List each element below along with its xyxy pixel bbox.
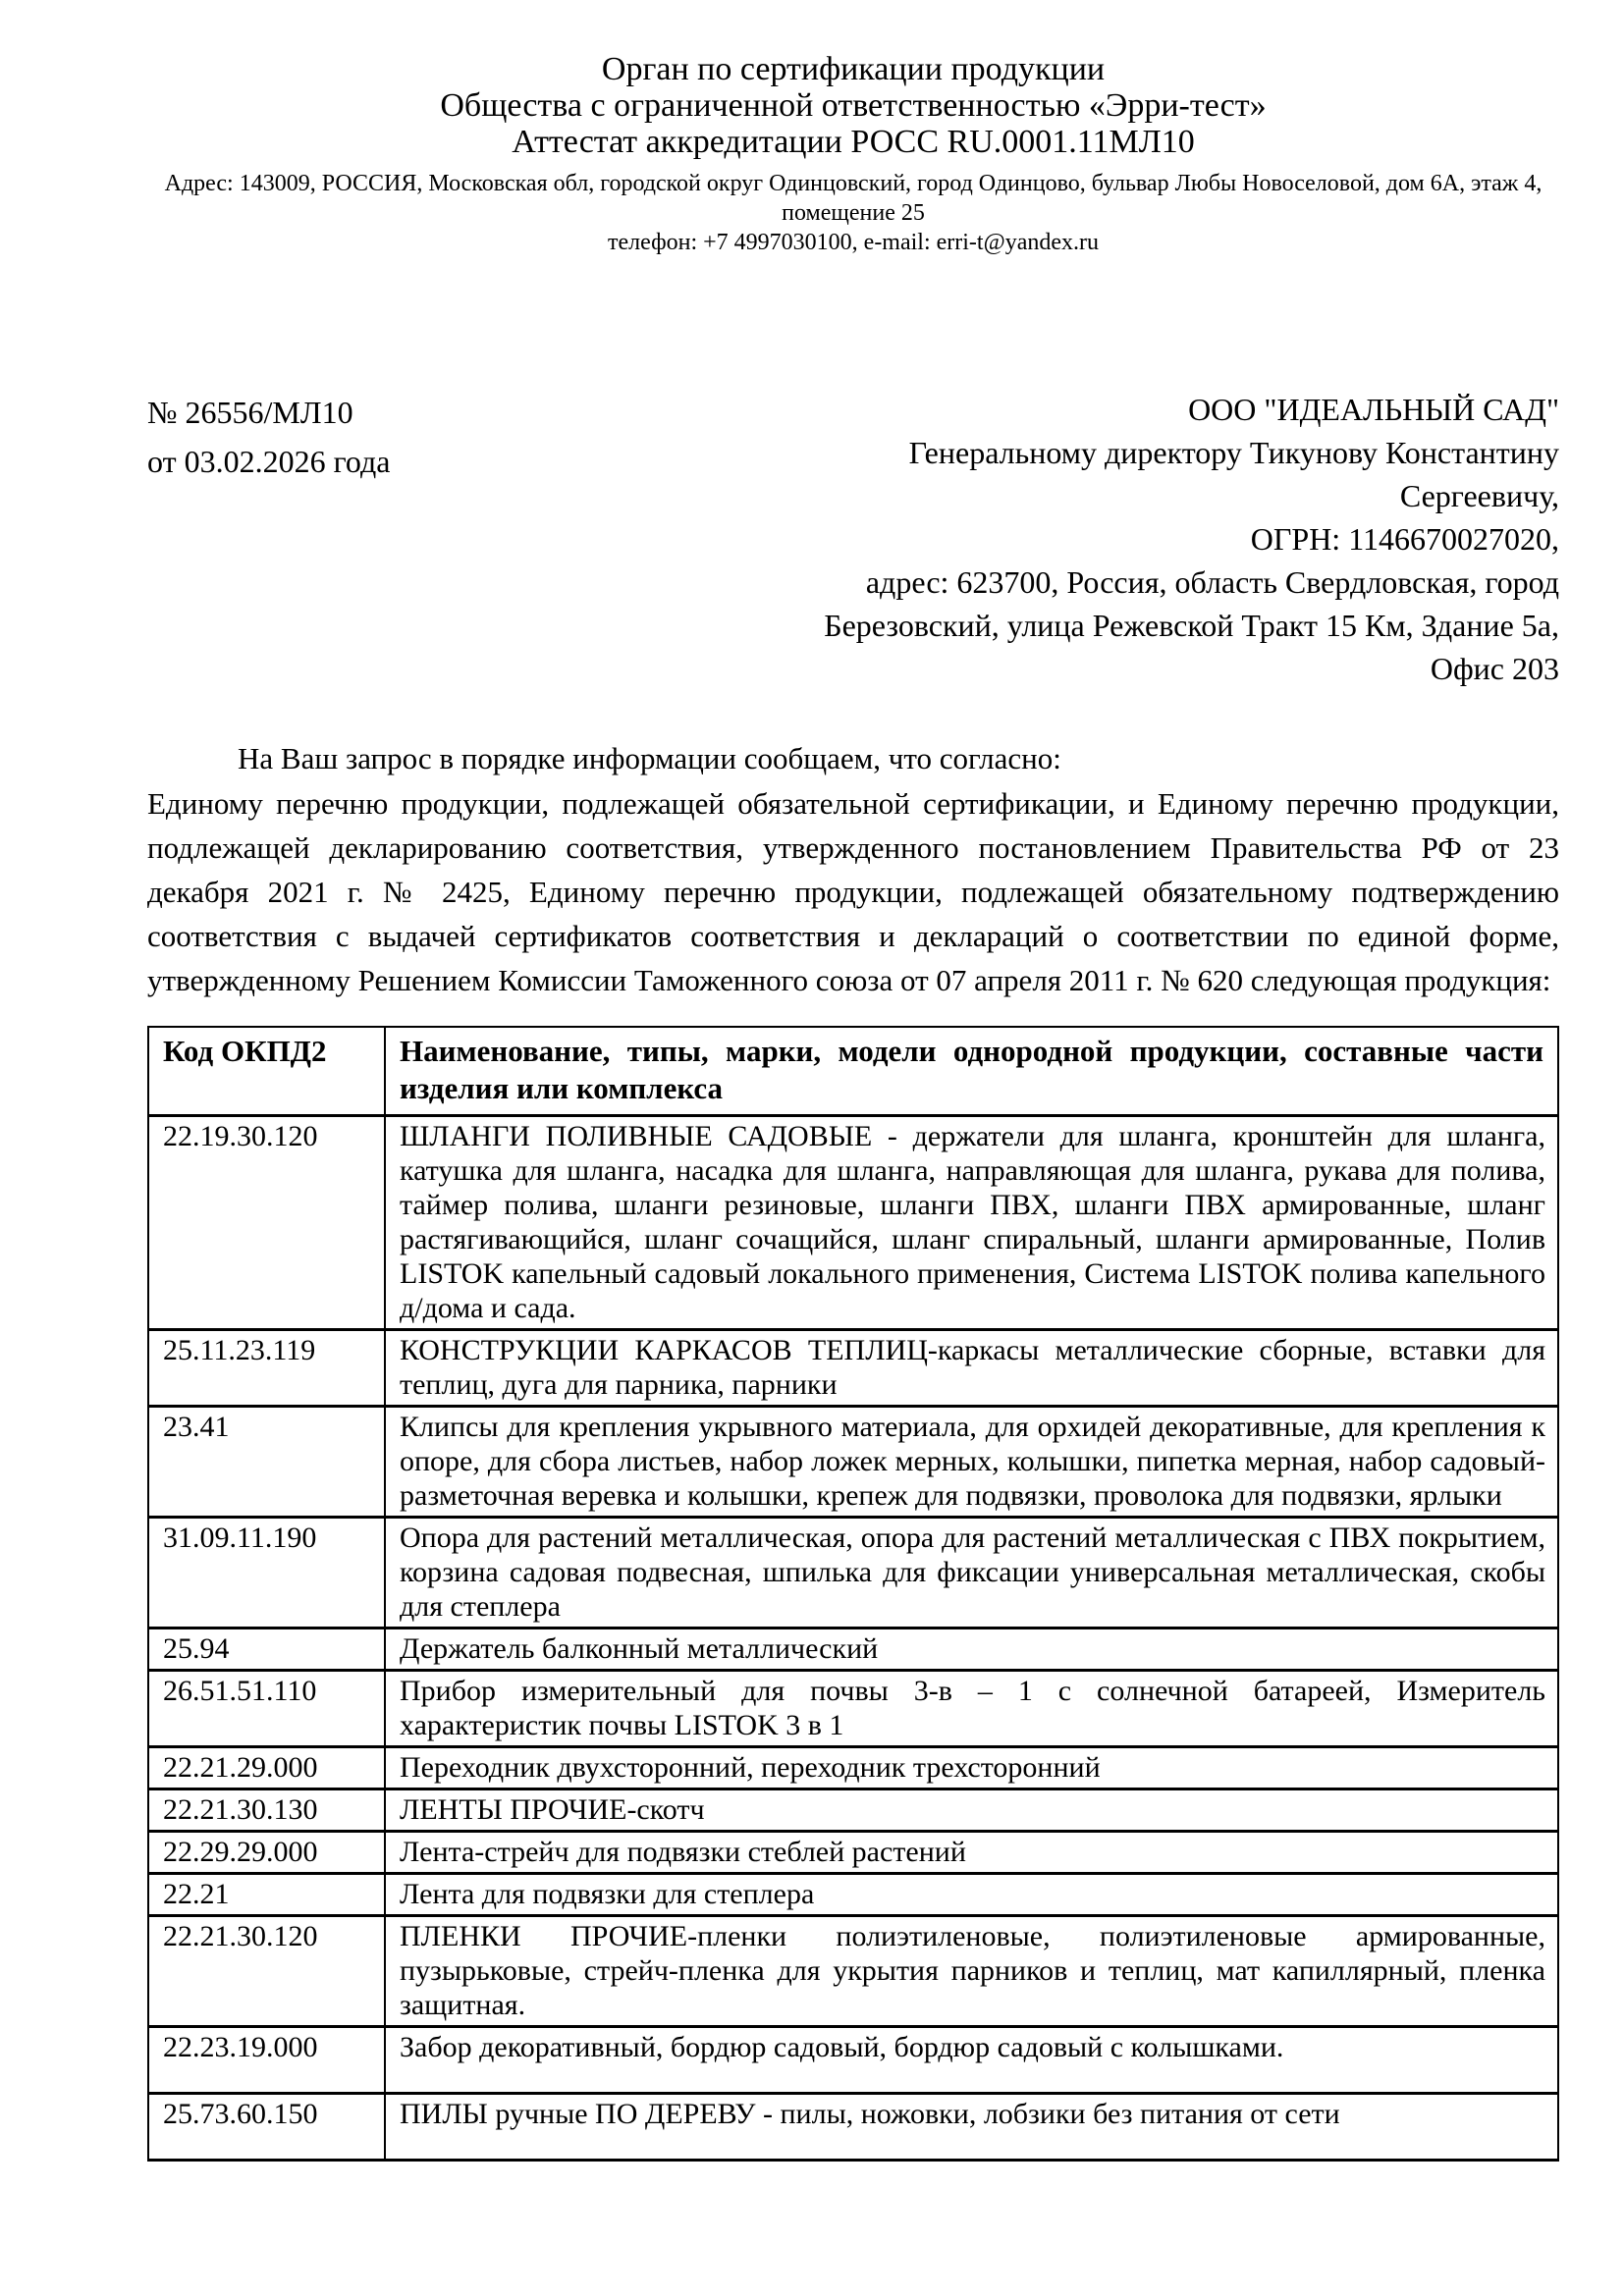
table-row — [148, 1916, 1558, 2027]
okpd2-code-cell: 26.51.51.110 — [148, 1671, 385, 1747]
table-row — [148, 1747, 1558, 1789]
okpd2-code-cell: 22.21.30.130 — [148, 1789, 385, 1832]
products-table — [147, 1026, 1559, 2162]
product-description-cell: Опора для растений металлическая, опора для растений металлическая с ПВХ покрытием, корзина садовая подвесная, шпилька для фиксации универсальная металлическая, скобы для степлера — [385, 1518, 1558, 1629]
address-line-2: помещение 25 — [782, 200, 925, 226]
table-row — [148, 1629, 1558, 1671]
okpd2-code-cell: 22.19.30.120 — [148, 1116, 385, 1330]
table-row — [148, 1518, 1558, 1629]
product-description-cell: ШЛАНГИ ПОЛИВНЫЕ САДОВЫЕ - держатели для шланга, кронштейн для шланга, катушка для шланга, насадка для шланга, направляющая для шланга, рукава для полива, таймер полива, шланги резиновые, шланги ПВХ, шланги ПВХ армированные, шланг растягивающийся, шланг сочащийся, шланг спиральный, шланги армированные, Полив LISTOK капельный садовый локального применения, Система LISTOK полива капельного д/дома и сада. — [385, 1116, 1558, 1330]
okpd2-code-cell: 22.23.19.000 — [148, 2027, 385, 2094]
recipient-line: Березовский, улица Режевской Тракт 15 Км, Здание 5а, — [824, 608, 1559, 643]
table-row — [148, 1789, 1558, 1832]
reference-number: № 26556/МЛ10 — [147, 395, 353, 430]
table-row — [148, 1874, 1558, 1916]
letter-body — [147, 736, 1559, 1002]
recipient-line: Офис 203 — [1430, 651, 1559, 686]
table-row — [148, 1116, 1558, 1330]
okpd2-code-cell: 22.21 — [148, 1874, 385, 1916]
table-row — [148, 2027, 1558, 2094]
table-header-row — [148, 1027, 1558, 1116]
table-header-code: Код ОКПД2 — [148, 1027, 385, 1116]
contact-line: телефон: +7 4997030100, e-mail: erri-t@yandex.ru — [608, 230, 1099, 255]
product-description-cell: Клипсы для крепления укрывного материала, для орхидей декоративные, для крепления к опоре, для сбора листьев, набор ложек мерных, колышки, пипетка мерная, набор садовый-разметочная веревка и колышки, крепеж для подвязки, проволока для подвязки, ярлыки — [385, 1407, 1558, 1518]
product-description-cell: ПЛЕНКИ ПРОЧИЕ-пленки полиэтиленовые, полиэтиленовые армированные, пузырьковые, стрейч-пленка для укрытия парников и теплиц, мат капиллярный, пленка защитная. — [385, 1916, 1558, 2027]
table-row — [148, 1407, 1558, 1518]
recipient-line: ОГРН: 1146670027020, — [1250, 521, 1559, 557]
meta-row — [147, 388, 1559, 690]
okpd2-code-cell: 31.09.11.190 — [148, 1518, 385, 1629]
table-row — [148, 1330, 1558, 1407]
okpd2-code-cell: 22.21.30.120 — [148, 1916, 385, 2027]
table-header-name: Наименование, типы, марки, модели однородной продукции, составные части изделия или комплекса — [385, 1027, 1558, 1116]
okpd2-code-cell: 22.29.29.000 — [148, 1832, 385, 1874]
recipient-line: адрес: 623700, Россия, область Свердловская, город — [865, 564, 1559, 600]
letterhead — [147, 51, 1559, 257]
okpd2-code-cell: 25.73.60.150 — [148, 2094, 385, 2161]
recipient-line: Генеральному директору Тикунову Константину — [908, 435, 1559, 470]
okpd2-code-cell: 25.11.23.119 — [148, 1330, 385, 1407]
accreditation-line: Аттестат аккредитации РОСС RU.0001.11МЛ10 — [512, 124, 1195, 160]
product-description-cell: Лента-стрейч для подвязки стеблей растений — [385, 1832, 1558, 1874]
body-intro: На Ваш запрос в порядке информации сообщаем, что согласно: — [238, 741, 1061, 775]
org-name-line-2: Общества с ограниченной ответственностью «Эрри-тест» — [440, 87, 1267, 124]
product-description-cell: Лента для подвязки для степлера — [385, 1874, 1558, 1916]
recipient-line: Сергеевичу, — [1399, 478, 1559, 513]
body-paragraph: Единому перечню продукции, подлежащей обязательной сертификации, и Единому перечню продукции, подлежащей декларированию соответствия, утвержденного постановлением Правительства РФ от 23 декабря 2021 г. № 2425, Единому перечню продукции, подлежащей обязательному подтверждению соответствия с выдачей сертификатов соответствия и деклараций о соответствии по единой форме, утвержденному Решением Комиссии Таможенного союза от 07 апреля 2011 г. № 620 следующая продукция: — [147, 786, 1559, 997]
org-name-line-1: Орган по сертификации продукции — [601, 51, 1106, 87]
product-description-cell: ЛЕНТЫ ПРОЧИЕ-скотч — [385, 1789, 1558, 1832]
product-description-cell: ПИЛЫ ручные ПО ДЕРЕВУ - пилы, ножовки, лобзики без питания от сети — [385, 2094, 1558, 2161]
okpd2-code-cell: 25.94 — [148, 1629, 385, 1671]
recipient-block — [784, 388, 1559, 690]
product-description-cell: КОНСТРУКЦИИ КАРКАСОВ ТЕПЛИЦ-каркасы металлические сборные, вставки для теплиц, дуга для парника, парники — [385, 1330, 1558, 1407]
product-description-cell: Переходник двухсторонний, переходник трехсторонний — [385, 1747, 1558, 1789]
okpd2-code-cell: 22.21.29.000 — [148, 1747, 385, 1789]
product-description-cell: Забор декоративный, бордюр садовый, бордюр садовый с колышками. — [385, 2027, 1558, 2094]
product-description-cell: Прибор измерительный для почвы 3-в – 1 с солнечной батареей, Измеритель характеристик почвы LISTOK 3 в 1 — [385, 1671, 1558, 1747]
reference-date: от 03.02.2026 года — [147, 444, 391, 479]
recipient-line: ООО "ИДЕАЛЬНЫЙ САД" — [1188, 392, 1559, 427]
products-table-body — [148, 1116, 1558, 2161]
reference-block — [147, 388, 390, 486]
table-row — [148, 1671, 1558, 1747]
table-row — [148, 2094, 1558, 2161]
product-description-cell: Держатель балконный металлический — [385, 1629, 1558, 1671]
okpd2-code-cell: 23.41 — [148, 1407, 385, 1518]
address-line-1: Адрес: 143009, РОССИЯ, Московская обл, городской округ Одинцовский, город Одинцово, бульвар Любы Новоселовой, дом 6А, этаж 4, — [164, 171, 1543, 196]
table-row — [148, 1832, 1558, 1874]
